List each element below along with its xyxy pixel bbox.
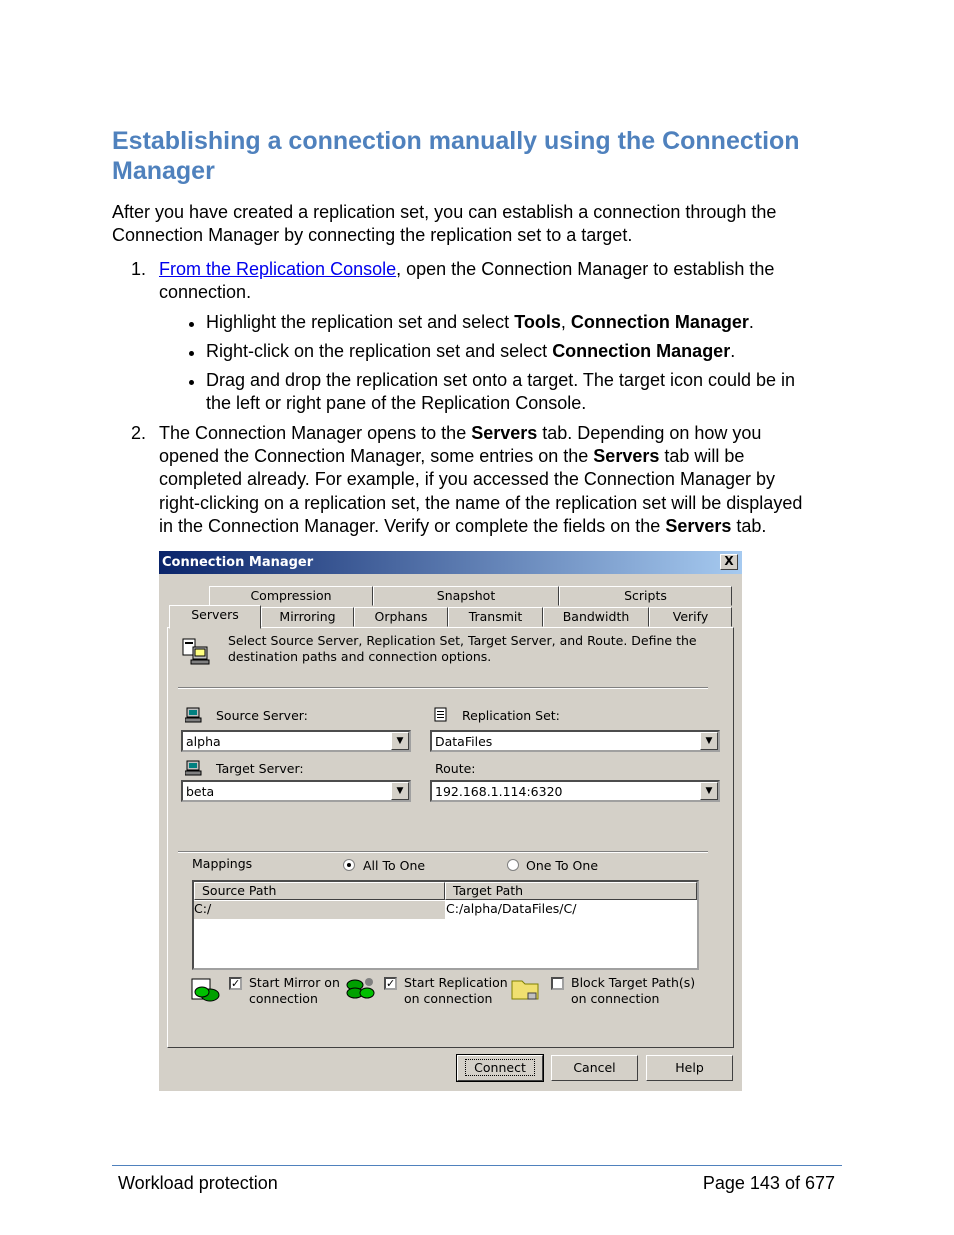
description-line2: destination paths and connection options. (228, 649, 492, 664)
dropdown-arrow-icon[interactable]: ▼ (391, 782, 409, 800)
step2-line: completed already. For example, if you accessed the Connection Manager by (159, 469, 775, 489)
replication-set-icon (434, 707, 448, 723)
dropdown-arrow-icon[interactable]: ▼ (700, 782, 718, 800)
tab-bandwidth[interactable]: Bandwidth (543, 607, 649, 627)
mappings-list[interactable] (192, 880, 699, 970)
tab-transmit[interactable]: Transmit (448, 607, 543, 627)
bullet-dot (189, 380, 194, 385)
start-mirror-checkbox[interactable]: ✓ (231, 977, 241, 990)
replication-icon (345, 975, 377, 1005)
source-server-combo[interactable]: alpha ▼ (181, 730, 411, 752)
tab-mirroring[interactable]: Mirroring (261, 607, 354, 627)
intro-paragraph: After you have created a replication set, you can establish a connection through the Connection Manager by connecting the replication set to a target. (112, 202, 777, 245)
footer-rule (112, 1165, 842, 1166)
connection-manager-dialog (159, 551, 742, 1091)
block-target-label: Block Target Path(s) (571, 975, 696, 990)
step2-line: opened the Connection Manager, some entries on the Servers tab will be (159, 446, 745, 466)
step1-rest-line2: connection. (159, 282, 252, 302)
step1-text (159, 258, 774, 281)
computer-icon (185, 707, 203, 723)
step2-line: The Connection Manager opens to the Servers tab. Depending on how you (159, 423, 762, 443)
start-mirror-label: Start Mirror on (249, 975, 340, 990)
target-server-label: Target Server: (216, 761, 304, 776)
description-line1: Select Source Server, Replication Set, Target Server, and Route. Define the (228, 633, 697, 648)
start-replication-label-2: on connection (404, 991, 493, 1006)
one-to-one-radio[interactable] (507, 859, 519, 871)
start-mirror-label-2: connection (249, 991, 318, 1006)
tab-orphans[interactable]: Orphans (354, 607, 448, 627)
help-button[interactable]: Help (646, 1055, 733, 1081)
connect-button[interactable]: Connect (457, 1055, 543, 1081)
section-heading: Establishing a connection manually using the Connection Manager (112, 127, 800, 185)
computer-icon (185, 760, 203, 776)
tab-snapshot[interactable]: Snapshot (373, 586, 559, 606)
tab-scripts[interactable]: Scripts (559, 586, 732, 606)
tab-compression[interactable]: Compression (209, 586, 373, 606)
block-target-label-2: on connection (571, 991, 660, 1006)
footer-page-number: Page 143 of 677 (702, 1173, 835, 1193)
mirror-icon (190, 975, 224, 1003)
target-server-combo[interactable]: beta ▼ (181, 780, 411, 802)
dropdown-arrow-icon[interactable]: ▼ (700, 732, 718, 750)
close-button[interactable]: X (720, 554, 738, 570)
step-number: 1. (131, 259, 147, 279)
dialog-titlebar (159, 551, 742, 574)
source-path-cell: C:/ (194, 901, 212, 916)
footer-section: Workload protection (118, 1173, 278, 1193)
cancel-button[interactable]: Cancel (551, 1055, 638, 1081)
step2-line: right-clicking on a replication set, the name of the replication set will be displayed (159, 493, 803, 513)
bullet-dot (189, 322, 194, 327)
target-path-header[interactable]: Target Path (445, 882, 697, 900)
start-replication-label: Start Replication (404, 975, 508, 990)
source-server-label: Source Server: (216, 708, 308, 723)
replication-set-combo[interactable]: DataFiles ▼ (430, 730, 720, 752)
start-replication-checkbox[interactable]: ✓ (386, 977, 396, 990)
all-to-one-label[interactable]: All To One (363, 858, 426, 873)
dropdown-arrow-icon[interactable]: ▼ (391, 732, 409, 750)
bullet-item: Right-click on the replication set and select Connection Manager. (206, 341, 736, 361)
folder-lock-icon (510, 975, 542, 1003)
replication-console-link[interactable]: From the Replication Console (159, 259, 397, 279)
target-path-cell[interactable]: C:/alpha/DataFiles/C/ (446, 901, 577, 916)
all-to-one-radio[interactable] (343, 859, 355, 871)
replication-set-label: Replication Set: (462, 708, 560, 723)
divider (178, 687, 708, 689)
step1-rest: , open the Connection Manager to establish the (396, 259, 775, 279)
bullet-item-line2: the left or right pane of the Replication Console. (206, 393, 587, 413)
mappings-label: Mappings (192, 856, 253, 871)
bullet-dot (189, 351, 194, 356)
table-row[interactable] (194, 901, 445, 919)
route-label: Route: (435, 761, 476, 776)
servers-icon (181, 637, 211, 667)
one-to-one-label[interactable]: One To One (526, 858, 599, 873)
divider (178, 851, 708, 853)
source-path-header[interactable]: Source Path (194, 882, 445, 900)
tab-verify[interactable]: Verify (649, 607, 732, 627)
tab-servers[interactable]: Servers (169, 605, 261, 629)
bullet-item: Drag and drop the replication set onto a target. The target icon could be in (206, 370, 796, 390)
step2-line: in the Connection Manager. Verify or complete the fields on the Servers tab. (159, 516, 767, 536)
bullet-item: Highlight the replication set and select Tools, Connection Manager. (206, 312, 754, 332)
route-combo[interactable]: 192.168.1.114:6320 ▼ (430, 780, 720, 802)
step-number: 2. (131, 423, 147, 443)
dialog-title: Connection Manager (162, 555, 314, 570)
block-target-checkbox[interactable] (551, 977, 564, 990)
